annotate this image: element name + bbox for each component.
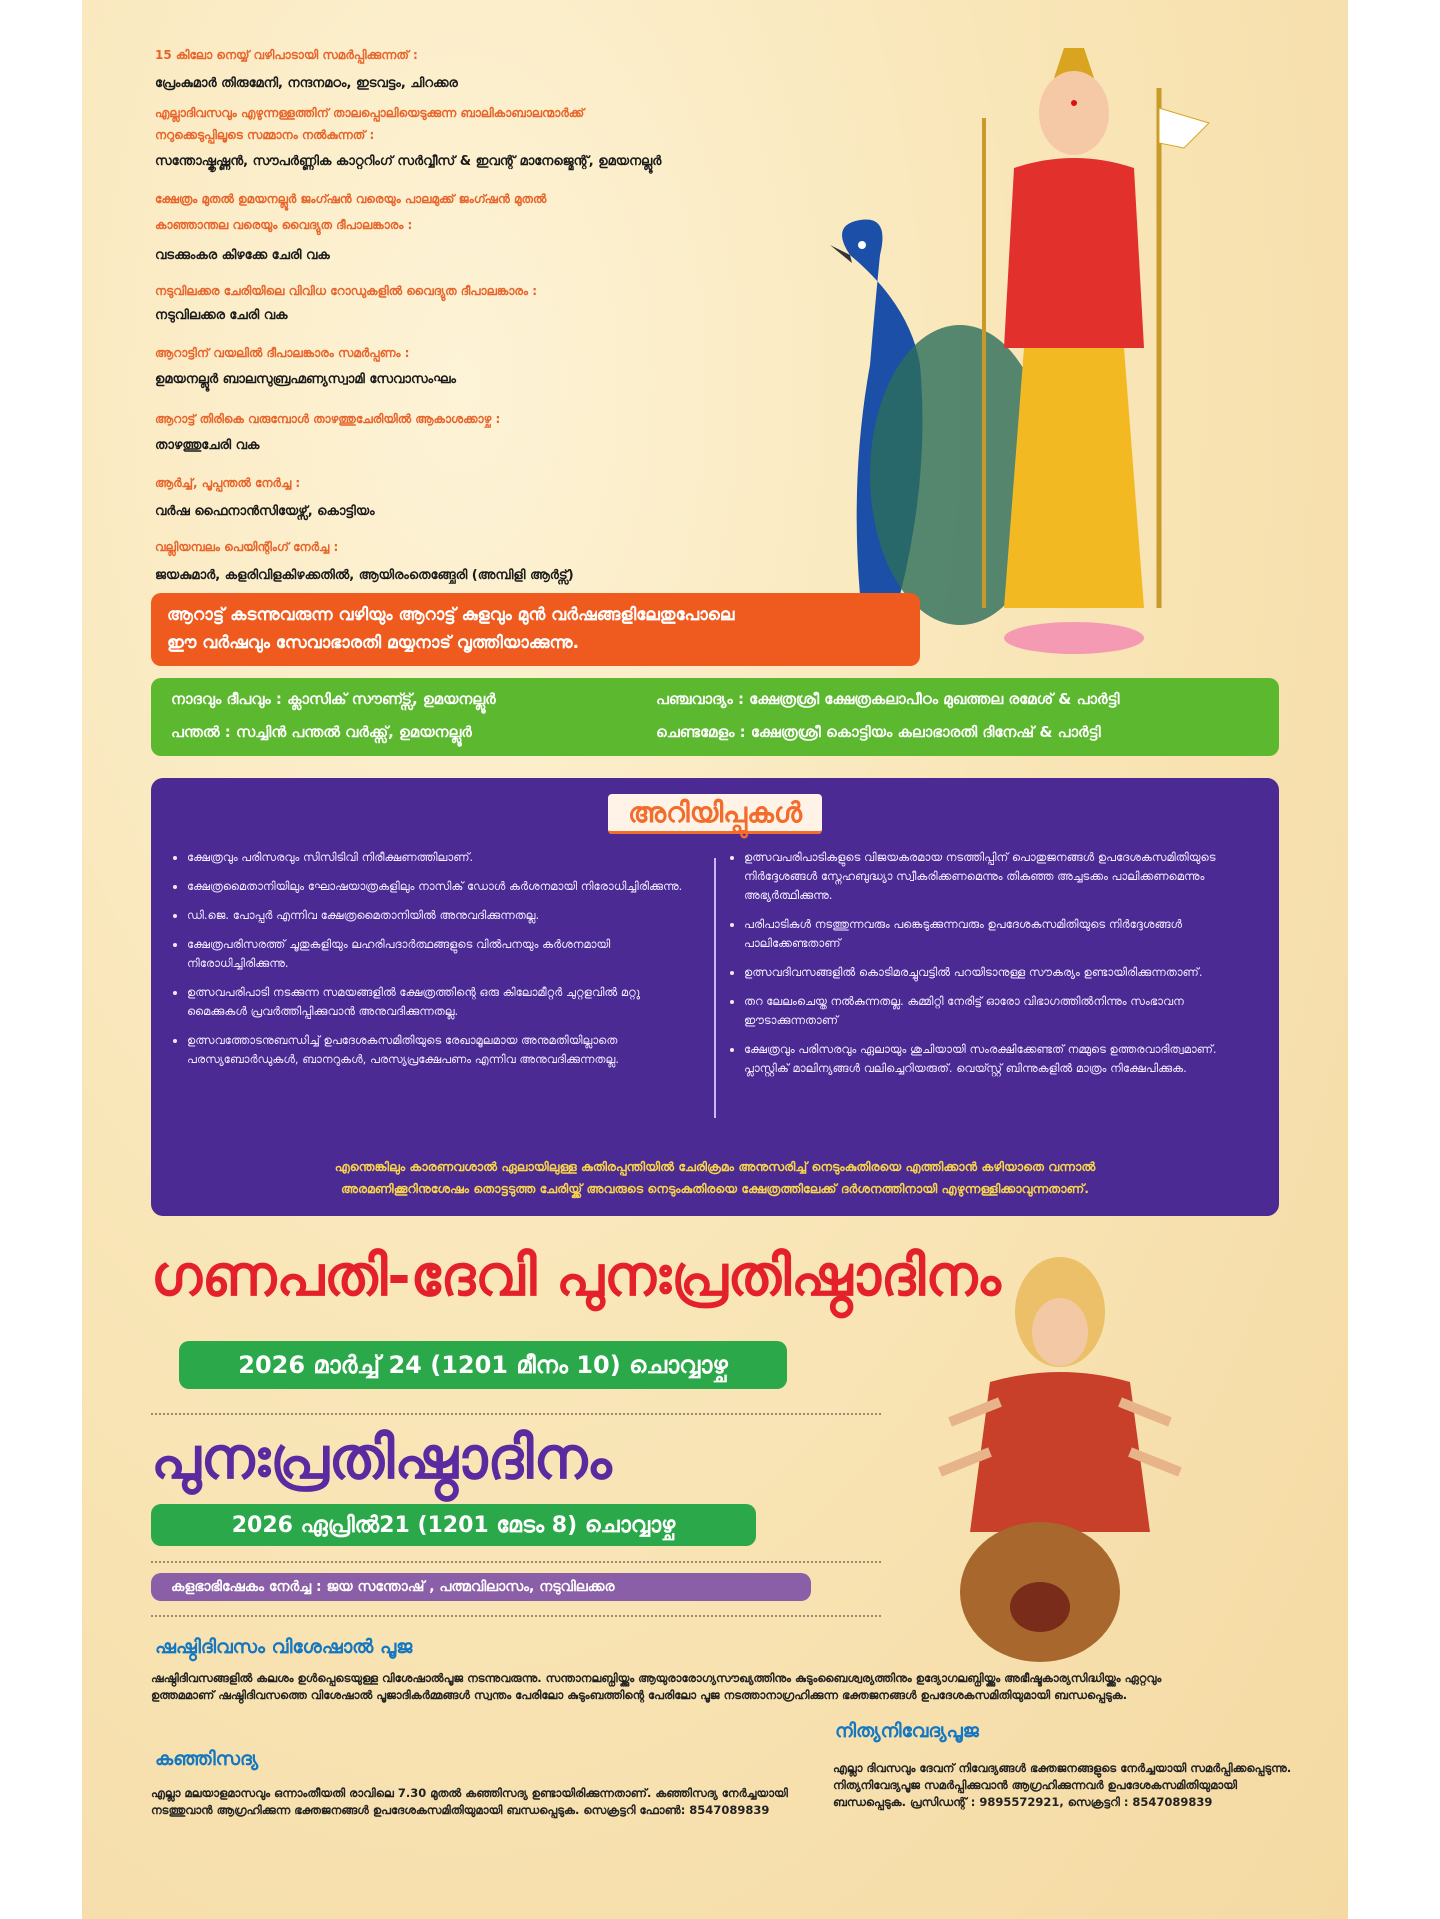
dotted-divider (151, 1413, 881, 1415)
notice-item: • പരിപാടികൾ നടത്തുന്നവരും പങ്കെടുക്കുന്നവരും ഉപദേശകസമിതിയുടെ നിർദ്ദേശങ്ങൾ പാലിക്കേണ്ടതാണ് (744, 915, 1261, 953)
notice-line: ആറാട്ട് കടന്നുവരുന്ന വഴിയും ആറാട്ട് കുളവും മുൻ വർഷങ്ങളിലേതുപോലെ (167, 605, 735, 625)
durga-illustration (920, 1252, 1200, 1667)
footer-line: അരമണിക്കൂറിനുശേഷം തൊട്ടടുത്ത ചേരിയ്ക്ക് അവരുടെ നെടുംകുതിരയെ ക്ഷേത്രത്തിലേക്ക് ദർശനത്തിനായി എഴുന്നള്ളിക്കാവുന്നതാണ്. (341, 1181, 1089, 1196)
nithya-text: എല്ലാ ദിവസവും ദേവന് നിവേദ്യങ്ങൾ ഭക്തജനങ്ങളുടെ നേർച്ചയായി സമർപ്പിക്കപ്പെടുന്നു. നിത്യനിവേദ്യപൂജ സമർപ്പിക്കുവാൻ ആഗ്രഹിക്കുന്നവർ ഉപദേശകസമിതിയുമായി ബന്ധപ്പെടുക. പ്രസിഡന്റ് : 9895572921, സെക്രട്ടറി : 8547089839 (833, 1761, 1292, 1809)
notice-item: • ഉത്സവപരിപാടികളുടെ വിജയകരമായ നടത്തിപ്പിന് പൊതുജനങ്ങൾ ഉപദേശകസമിതിയുടെ നിർദ്ദേശങ്ങൾ സ്നേഹബുദ്ധ്യാ സ്വീകരിക്കണമെന്നും തികഞ്ഞ അച്ചടക്കം പാലിക്കണമെന്നും അഭ്യർത്ഥിക്കുന്നു. (744, 848, 1261, 905)
event1-title: ഗണപതി-ദേവി പുനഃപ്രതിഷ്ഠാദിനം (151, 1244, 1001, 1309)
dotted-divider (151, 1561, 881, 1563)
sponsor-label: കാഞ്ഞാന്തല വരെയും വൈദ്യുത ദീപാലങ്കാരം : (155, 218, 413, 232)
sponsor-label: 15 കിലോ നെയ്യ് വഴിപാടായി സമർപ്പിക്കുന്നത് : (155, 48, 418, 62)
sponsor-label: വല്ലിയമ്പലം പെയിന്റിംഗ് നേർച്ച : (155, 540, 339, 554)
sponsor-label: നടുവിലക്കര ചേരിയിലെ വിവിധ റോഡുകളിൽ വൈദ്യുത ദീപാലങ്കാരം : (155, 284, 538, 298)
murugan-illustration (944, 48, 1214, 663)
notice-line: ഈ വർഷവും സേവാഭാരതി മയ്യനാട് വൃത്തിയാക്കുന്നു. (167, 633, 580, 653)
sponsor-value: വടക്കുംകര കിഴക്കേ ചേരി വക (155, 248, 330, 263)
sponsor-label: ആറാട്ടിന് വയലിൽ ദീപാലങ്കാരം സമർപ്പണം : (155, 346, 410, 360)
shashti-title: ഷഷ്ഠിദിവസം വിശേഷാൽ പൂജ (155, 1636, 413, 1658)
credit-panthal: പന്തൽ : സച്ചിൻ പന്തൽ വർക്ക്സ്, ഉമയനല്ലൂർ (171, 723, 472, 741)
notice-item: • ക്ഷേത്രവും പരിസരവും ഏലായും ശുചിയായി സംരക്ഷിക്കേണ്ടത് നമ്മുടെ ഉത്തരവാദിത്വമാണ്. പ്ലാസ്റ്റിക് മാലിന്യങ്ങൾ വലിച്ചെറിയരുത്. വെയ്സ്റ്റ് ബിന്നുകളിൽ മാത്രം നിക്ഷേപിക്കുക. (744, 1040, 1261, 1078)
notices-right-list (726, 848, 1261, 1088)
notice-item: • ഉത്സവദിവസങ്ങളിൽ കൊടിമരച്ചുവട്ടിൽ പറയിടാനുള്ള സൗകര്യം ഉണ്ടായിരിക്കുന്നതാണ്. (744, 963, 1261, 982)
notices-footer (151, 1156, 1279, 1200)
kalabham-offering: കളഭാഭിഷേകം നേർച്ച : ജയ സന്തോഷ് , പത്മവിലാസം, നടുവിലക്കര (151, 1573, 811, 1601)
aarattu-notice (151, 593, 920, 666)
shashti-text: ഷഷ്ഠിദിവസങ്ങളിൽ കലശം ഉൾപ്പെടെയുള്ള വിശേഷാൽപൂജ നടന്നുവരുന്നു. സന്താനലബ്ധിയ്ക്കും ആയുരാരോഗ്യസൗഖ്യത്തിനും കുടുംബൈശ്വര്യത്തിനും ഉദ്യോഗലബ്ധിയ്ക്കും അഭീഷ്ടകാര്യസിദ്ധിയ്ക്കും ഏറ്റവും ഉത്തമമാണ് ഷഷ്ഠിദിവസത്തെ വിശേഷാൽ പൂജാദികർമ്മങ്ങൾ സ്വന്തം പേരിലോ കുടുംബത്തിന്റെ പേരിലോ പൂജ നടത്താനാഗ്രഹിക്കുന്ന ഭക്തജനങ്ങൾ ഉപദേശകസമിതിയുമായി ബന്ധപ്പെടുക. (151, 1671, 1162, 1702)
notice-item: • ഉത്സവപരിപാടി നടക്കുന്ന സമയങ്ങളിൽ ക്ഷേത്രത്തിന്റെ ഒരു കിലോമീറ്റർ ചുറ്റളവിൽ മറ്റു മൈക്കുകൾ പ്രവർത്തിപ്പിക്കുവാൻ അനുവദിക്കുന്നതല്ല. (187, 983, 699, 1021)
credit-nadam: നാദവും ദീപവും : ക്ലാസിക് സൗണ്ട്സ്, ഉമയനല്ലൂർ (171, 690, 496, 708)
notice-item: • ക്ഷേത്രവും പരിസരവും സിസിടിവി നിരീക്ഷണത്തിലാണ്. (187, 848, 699, 867)
sponsor-label: നറുക്കെടുപ്പിലൂടെ സമ്മാനം നൽകുന്നത് : (155, 128, 375, 142)
sponsor-value: പ്രേംകുമാർ തിരുമേനി, നന്ദനമഠം, ഇടവട്ടം, ചിറക്കര (155, 76, 458, 91)
notices-title-text: അറിയിപ്പുകൾ (608, 794, 822, 834)
event2-date: 2026 ഏപ്രിൽ21 (1201 മേടം 8) ചൊവ്വാഴ്ച (151, 1504, 756, 1546)
sponsor-label: ക്ഷേത്രം മുതൽ ഉമയനല്ലൂർ ജംഗ്ഷൻ വരെയും പാലമുക്ക് ജംഗ്ഷൻ മുതൽ (155, 192, 547, 206)
dotted-divider (151, 1615, 881, 1617)
footer-line: എന്തെങ്കിലും കാരണവശാൽ ഏലായിലുള്ള കുതിരപ്പന്തിയിൽ ചേരിക്രമം അനുസരിച്ച് നെടുംകുതിരയെ എത്തിക്കാൻ കഴിയാതെ വന്നാൽ (334, 1159, 1096, 1174)
kanjisadya-text: എല്ലാ മലയാളമാസവും ഒന്നാംതീയതി രാവിലെ 7.30 മുതൽ കഞ്ഞിസദ്യ ഉണ്ടായിരിക്കുന്നതാണ്. കഞ്ഞിസദ്യ നേർച്ചയായി നടത്തുവാൻ ആഗ്രഹിക്കുന്ന ഭക്തജനങ്ങൾ ഉപദേശകസമിതിയുമായി ബന്ധപ്പെടുക. സെക്രട്ടറി ഫോൺ: 8547089839 (151, 1786, 788, 1817)
nithya-title: നിത്യനിവേദ്യപൂജ (835, 1720, 979, 1742)
notice-item: • ക്ഷേത്രപരിസരത്ത് ചൂതുകളിയും ലഹരിപദാർത്ഥങ്ങളുടെ വിൽപനയും കർശനമായി നിരോധിച്ചിരിക്കുന്നു. (187, 935, 699, 973)
event2-title: പുനഃപ്രതിഷ്ഠാദിനം (151, 1424, 612, 1492)
notices-left-list (169, 848, 699, 1079)
notice-item: • തറ ലേലംചെയ്ത നൽകുന്നതല്ല. കമ്മിറ്റി നേരിട്ട് ഓരോ വിഭാഗത്തിൽനിന്നും സംഭാവന ഈടാക്കുന്നതാണ് (744, 992, 1261, 1030)
notices-title (151, 796, 1279, 830)
sponsor-value: സന്തോഷ്കൃഷ്ണൻ, സൗപർണ്ണിക കാറ്ററിംഗ് സർവ്വീസ് & ഇവന്റ് മാനേജ്മെന്റ്, ഉമയനല്ലൂർ (155, 154, 662, 169)
sponsor-label: ആറാട്ട് തിരികെ വരുമ്പോൾ താഴത്തുചേരിയിൽ ആകാശക്കാഴ്ച : (155, 412, 501, 426)
event1-date: 2026 മാർച്ച് 24 (1201 മീനം 10) ചൊവ്വാഴ്ച (179, 1341, 787, 1389)
sponsor-value: താഴത്തുചേരി വക (155, 438, 260, 453)
notice-item: • ഉത്സവത്തോടനുബന്ധിച്ച് ഉപദേശകസമിതിയുടെ രേഖാമൂലമായ അനുമതിയില്ലാതെ പരസ്യബോർഡുകൾ, ബാനറുകൾ, പരസ്യപ്രക്ഷേപണം എന്നിവ അനുവദിക്കുന്നതല്ല. (187, 1031, 699, 1069)
credit-chendamelam: ചെണ്ടമേളം : ക്ഷേത്രശ്രീ കൊട്ടിയം കലാഭാരതി ദിനേഷ് & പാർട്ടി (656, 723, 1101, 741)
sponsor-label: എല്ലാദിവസവും എഴുന്നള്ളത്തിന് താലപ്പൊലിയെടുക്കുന്ന ബാലികാബാലന്മാർക്ക് (155, 106, 585, 120)
credit-panchavadyam: പഞ്ചവാദ്യം : ക്ഷേത്രശ്രീ ക്ഷേത്രകലാപീഠം മുഖത്തല രമേശ് & പാർട്ടി (656, 690, 1120, 708)
credits-box (151, 678, 1279, 756)
sponsor-value: ജയകുമാർ, കളരിവിളകിഴക്കതിൽ, ആയിരംതെങ്ങ്ചേരി (അമ്പിളി ആർട്സ്) (155, 568, 574, 583)
sponsor-value: നടുവിലക്കര ചേരി വക (155, 308, 288, 323)
column-divider (714, 858, 716, 1118)
sponsor-value: ഉമയനല്ലൂർ ബാലസുബ്രഹ്മണ്യസ്വാമി സേവാസംഘം (155, 372, 456, 387)
sponsor-label: ആർച്ച്, പൂപ്പന്തൽ നേർച്ച : (155, 476, 301, 490)
notices-box (151, 778, 1279, 1216)
notice-item: • ക്ഷേത്രമൈതാനിയിലും ഘോഷയാത്രകളിലും നാസിക് ഡോൾ കർശനമായി നിരോധിച്ചിരിക്കുന്നു. (187, 877, 699, 896)
notice-item: • ഡി.ജെ. പോപ്പർ എന്നിവ ക്ഷേത്രമൈതാനിയിൽ അനുവദിക്കുന്നതല്ല. (187, 906, 699, 925)
sponsor-value: വർഷ ഫൈനാൻസിയേഴ്സ്, കൊട്ടിയം (155, 504, 375, 519)
kanjisadya-title: കഞ്ഞിസദ്യ (155, 1748, 259, 1770)
